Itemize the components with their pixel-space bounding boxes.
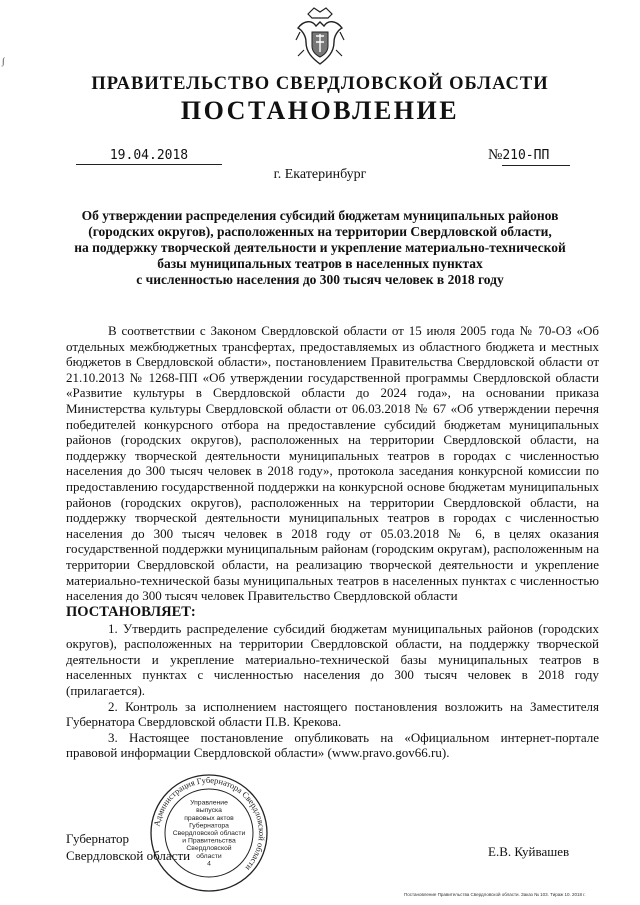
official-stamp: [148, 772, 270, 894]
stamp-ring-text: Администрация Губернатора Свердловской области: [151, 774, 268, 873]
position-line: Губернатор: [66, 831, 129, 846]
document-date: 19.04.2018: [76, 147, 222, 165]
title-line: Об утверждении распределения субсидий бюджетам муниципальных районов: [81, 208, 559, 223]
stamp-center-line: Свердловской: [186, 845, 232, 853]
resolution-item: 3. Настоящее постановление опубликовать на «Официальном интернет-портале правовой информации Свердловской области» (www.pravo.gov66.ru).: [66, 729, 599, 761]
title-line: с численностью населения до 300 тысяч человек в 2018 году: [136, 272, 504, 287]
number-value: 210-ПП: [502, 147, 570, 166]
coat-of-arms-emblem: [294, 6, 346, 68]
document-body: [66, 323, 599, 761]
stamp-center-line: области: [196, 852, 222, 860]
document-number: [488, 146, 588, 166]
city: г. Екатеринбург: [273, 167, 367, 182]
stamp-center-line: 4: [207, 860, 211, 868]
title-line: (городских округов), расположенных на территории Свердловской области,: [88, 224, 552, 239]
preamble-paragraph: В соответствии с Законом Свердловской области от 15 июля 2005 года № 70-ОЗ «Об отдельных межбюджетных трансфертах, предоставляемых из областного бюджета и местных бюджетов в Свердловской области», постановлением Правительства Свердловской области от 21.10.2013 № 1268-ПП «Об утверждении государственной программы Свердловской области «Развитие культуры в Свердловской области до 2024 года», на основании приказа Министерства культуры Свердловской области от 06.03.2018 № 67 «Об утверждении перечня победителей конкурсного отбора на предоставление субсидий бюджетам муниципальных районов (городских округов), расположенных на территории Свердловской области, на поддержку творческой деятельности муниципальных театров в городах с численностью населения до 300 тысяч человек в 2018 году», протокола заседания конкурсной комиссии по предоставлению государственной поддержки на конкурсной основе бюджетам муниципальных районов (городских округов), расположенных на территории Свердловской области, на поддержку творческой деятельности муниципальных театров в городах с численностью населения до 300 тысяч человек в 2018 году от 05.03.2018 № 6, в целях оказания государственной поддержки муниципальным районам (городским округам), расположенным на территории Свердловской области, на реализацию творческой деятельности и укрепление материально-технической базы муниципальных театров в населенных пунктах с численностью населения до 300 тысяч человек Правительство Свердловской области: [66, 323, 599, 604]
document-type: ПОСТАНОВЛЕНИЕ: [180, 96, 460, 125]
resolution-item: 1. Утвердить распределение субсидий бюджетам муниципальных районов (городских округов), расположенных на территории Свердловской области, на поддержку творческой деятельности и укрепление материально-технической базы муниципальных театров в населенных пунктах с численностью населения до 300 тысяч человек в 2018 году (прилагается).: [66, 620, 599, 699]
resolve-heading: ПОСТАНОВЛЯЕТ:: [66, 603, 196, 620]
stamp-center-line: Губернатора: [189, 822, 229, 830]
title-line: базы муниципальных театров в населенных пунктах: [157, 256, 483, 271]
organization-name: ПРАВИТЕЛЬСТВО СВЕРДЛОВСКОЙ ОБЛАСТИ: [91, 74, 549, 94]
margin-mark: ∫: [2, 56, 5, 66]
position-line: Свердловской области: [66, 847, 191, 863]
document-title: [70, 208, 570, 288]
stamp-center-line: Свердловской области: [172, 830, 246, 837]
title-line: на поддержку творческой деятельности и укрепление материально-технической: [74, 240, 566, 255]
stamp-center-line: выпуска: [196, 807, 222, 815]
resolution-item: 2. Контроль за исполнением настоящего постановления возложить на Заместителя Губернатора Свердловской области П.В. Крекова.: [66, 698, 599, 730]
stamp-center-line: Управление: [190, 799, 228, 807]
stamp-center-line: правовых актов: [184, 814, 234, 822]
footer-print-info: Постановление Правительства Свердловской области. Заказ № 103. Тираж 10. 2018 г.: [404, 892, 586, 897]
signatory-name: Е.В. Куйвашев: [488, 844, 570, 859]
number-prefix: №: [488, 147, 503, 163]
stamp-center-line: и Правительства: [182, 837, 236, 845]
